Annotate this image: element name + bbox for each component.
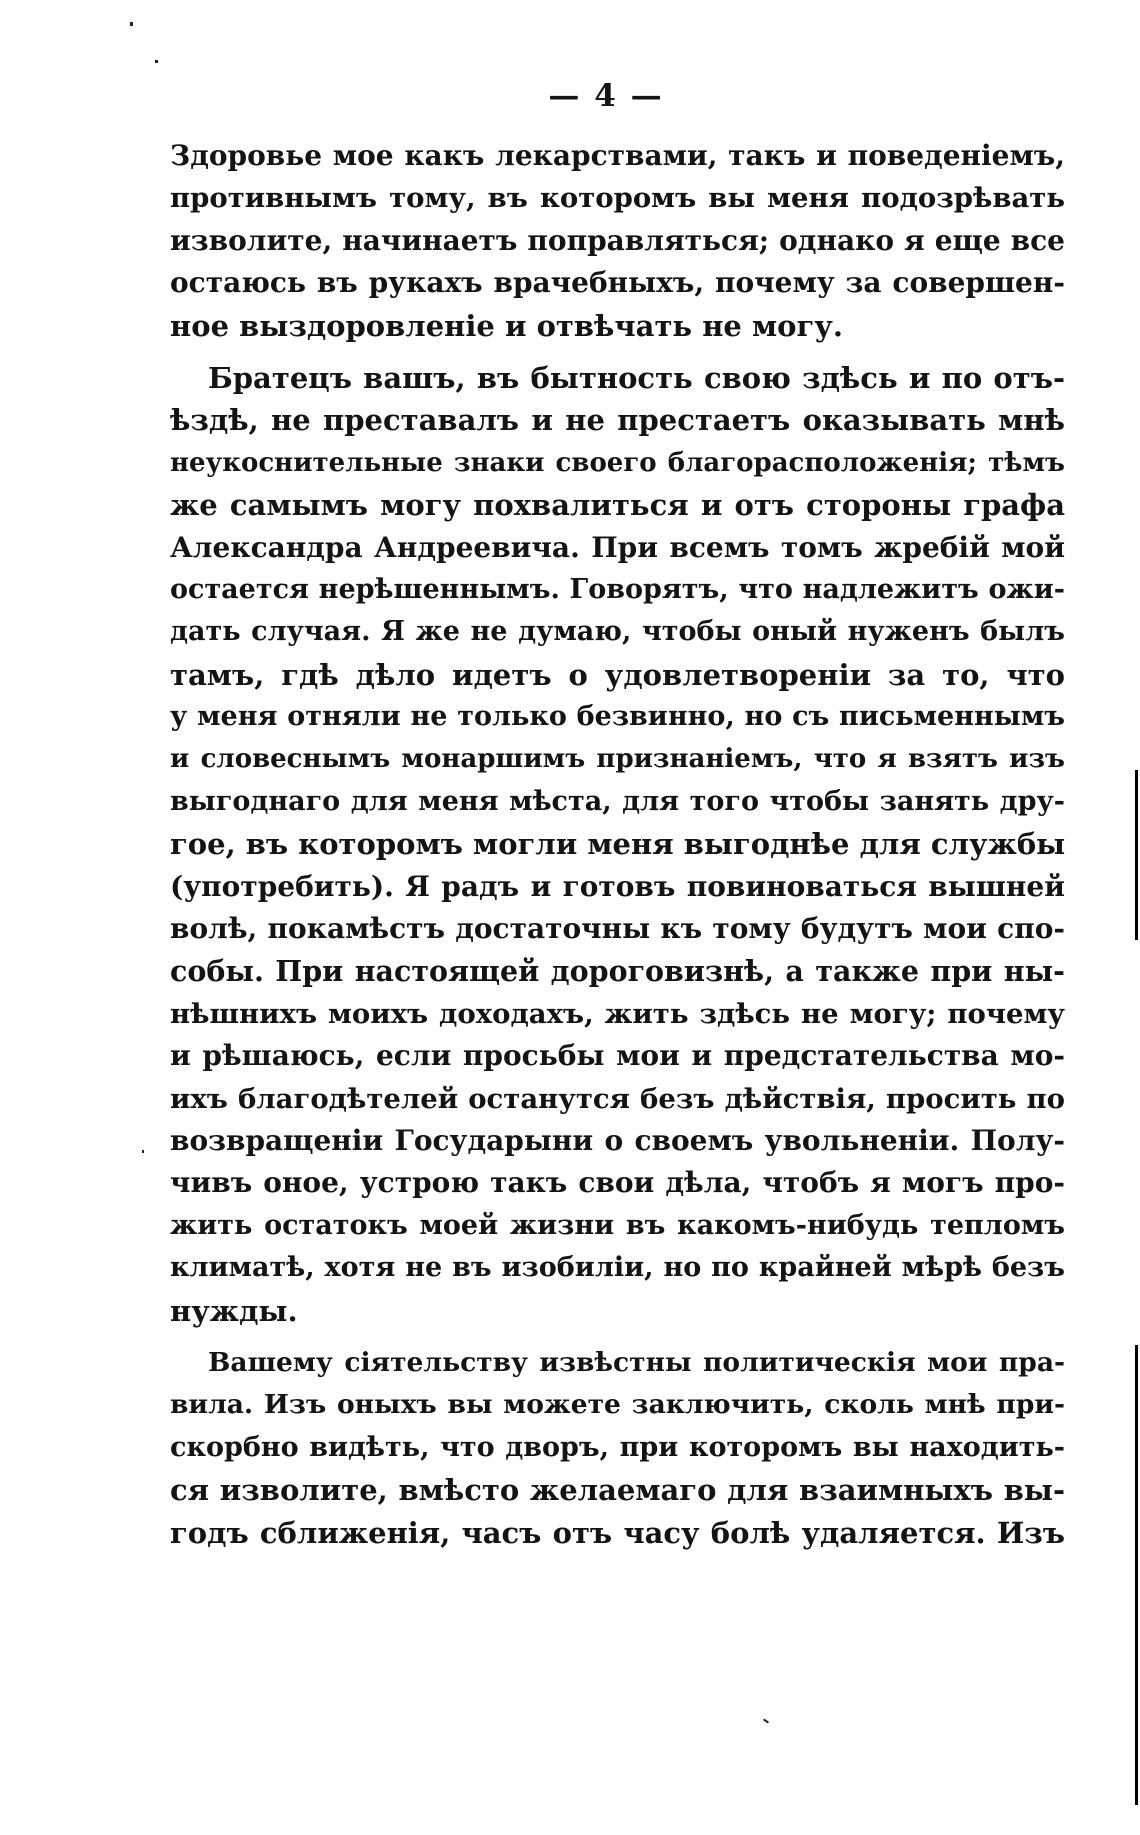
text-line: жить остатокъ моей жизни въ какомъ-нибудь тепломъ bbox=[170, 1209, 1065, 1241]
scan-speck bbox=[142, 1150, 144, 1153]
text-line: остается нерѣшеннымъ. Говорятъ, что надлежитъ ожи- bbox=[170, 573, 1065, 605]
text-line: ѣздѣ, не преставалъ и не престаетъ оказывать мнѣ bbox=[170, 403, 1065, 438]
scan-speck bbox=[155, 60, 158, 63]
scan-speck bbox=[130, 22, 133, 26]
paragraph bbox=[170, 1342, 1065, 1554]
body-text bbox=[170, 135, 1065, 1554]
text-line: тамъ, гдѣ дѣло идетъ о удовлетвореніи за то, что bbox=[170, 657, 1065, 692]
text-line: изволите, начинаетъ поправляться; однако я еще все bbox=[170, 223, 1065, 257]
text-line: волѣ, покамѣстъ достаточны къ тому будутъ мои спо- bbox=[170, 912, 1065, 946]
text-line: выгоднаго для меня мѣста, для того чтобы занять дру- bbox=[170, 785, 1065, 817]
text-line: у меня отняли не только безвинно, но съ письменнымъ bbox=[170, 701, 1065, 733]
text-line: Александра Андреевича. При всемъ томъ жребій мой bbox=[170, 530, 1065, 564]
text-line: вила. Изъ оныхъ вы можете заключить, сколь мнѣ при- bbox=[170, 1389, 1065, 1421]
text-line: остаюсь въ рукахъ врачебныхъ, почему за совершен- bbox=[170, 266, 1065, 300]
text-line: противнымъ тому, въ которомъ вы меня подозрѣвать bbox=[170, 182, 1065, 215]
text-line: Вашему сіятельству извѣстны политическія мои пра- bbox=[208, 1346, 1065, 1378]
text-line: же самымъ могу похвалиться и отъ стороны графа bbox=[170, 488, 1065, 523]
text-line: нѣшнихъ моихъ доходахъ, жить здѣсь не могу; почему bbox=[170, 997, 1065, 1030]
text-line: (употребить). Я радъ и готовъ повиноваться вышней bbox=[170, 869, 1065, 903]
text-line: нужды. bbox=[170, 1293, 298, 1328]
text-line: годъ сближенія, часъ отъ часу болѣ удаляется. Изъ bbox=[170, 1515, 1065, 1550]
text-line: собы. При настоящей дороговизнѣ, а также при ны- bbox=[170, 954, 1065, 989]
text-line: и рѣшаюсь, если просьбы мои и предстательства мо- bbox=[170, 1039, 1065, 1073]
text-line: скорбно видѣть, что дворъ, при которомъ вы находить- bbox=[170, 1431, 1065, 1463]
text-line: ихъ благодѣтелей останутся безъ дѣйствія, просить по bbox=[170, 1082, 1065, 1115]
text-line: чивъ оное, устрою такъ свои дѣла, чтобъ я могъ про- bbox=[170, 1166, 1065, 1200]
scan-edge-mark bbox=[1135, 1345, 1138, 1805]
text-line: Здоровье мое какъ лекарствами, такъ и поведеніемъ, bbox=[170, 139, 1065, 172]
paragraph bbox=[170, 357, 1065, 1332]
text-line: гое, въ которомъ могли меня выгоднѣе для службы bbox=[170, 827, 1066, 862]
page-number: — 4 — bbox=[548, 78, 664, 114]
text-line: климатѣ, хотя не въ изобиліи, но по крайней мѣрѣ безъ bbox=[170, 1252, 1065, 1284]
text-line: возвращеніи Государыни о своемъ увольненіи. Полу- bbox=[170, 1123, 1065, 1157]
paragraph bbox=[170, 135, 1065, 347]
text-line: и словеснымъ монаршимъ признаніемъ, что я взятъ изъ bbox=[170, 744, 1065, 775]
text-line: ся изволите, вмѣсто желаемаго для взаимныхъ вы- bbox=[170, 1473, 1065, 1508]
scan-edge-mark bbox=[1135, 770, 1138, 940]
text-line: неукоснительные знаки своего благорасположенія; тѣмъ bbox=[170, 447, 1065, 478]
text-line: ное выздоровленіе и отвѣчать не могу. bbox=[170, 308, 843, 343]
scan-speck bbox=[763, 1718, 769, 1723]
text-line: дать случая. Я же не думаю, чтобы оный нуженъ былъ bbox=[170, 616, 1065, 648]
text-line: Братецъ вашъ, въ бытность свою здѣсь и по отъ- bbox=[208, 360, 1065, 395]
